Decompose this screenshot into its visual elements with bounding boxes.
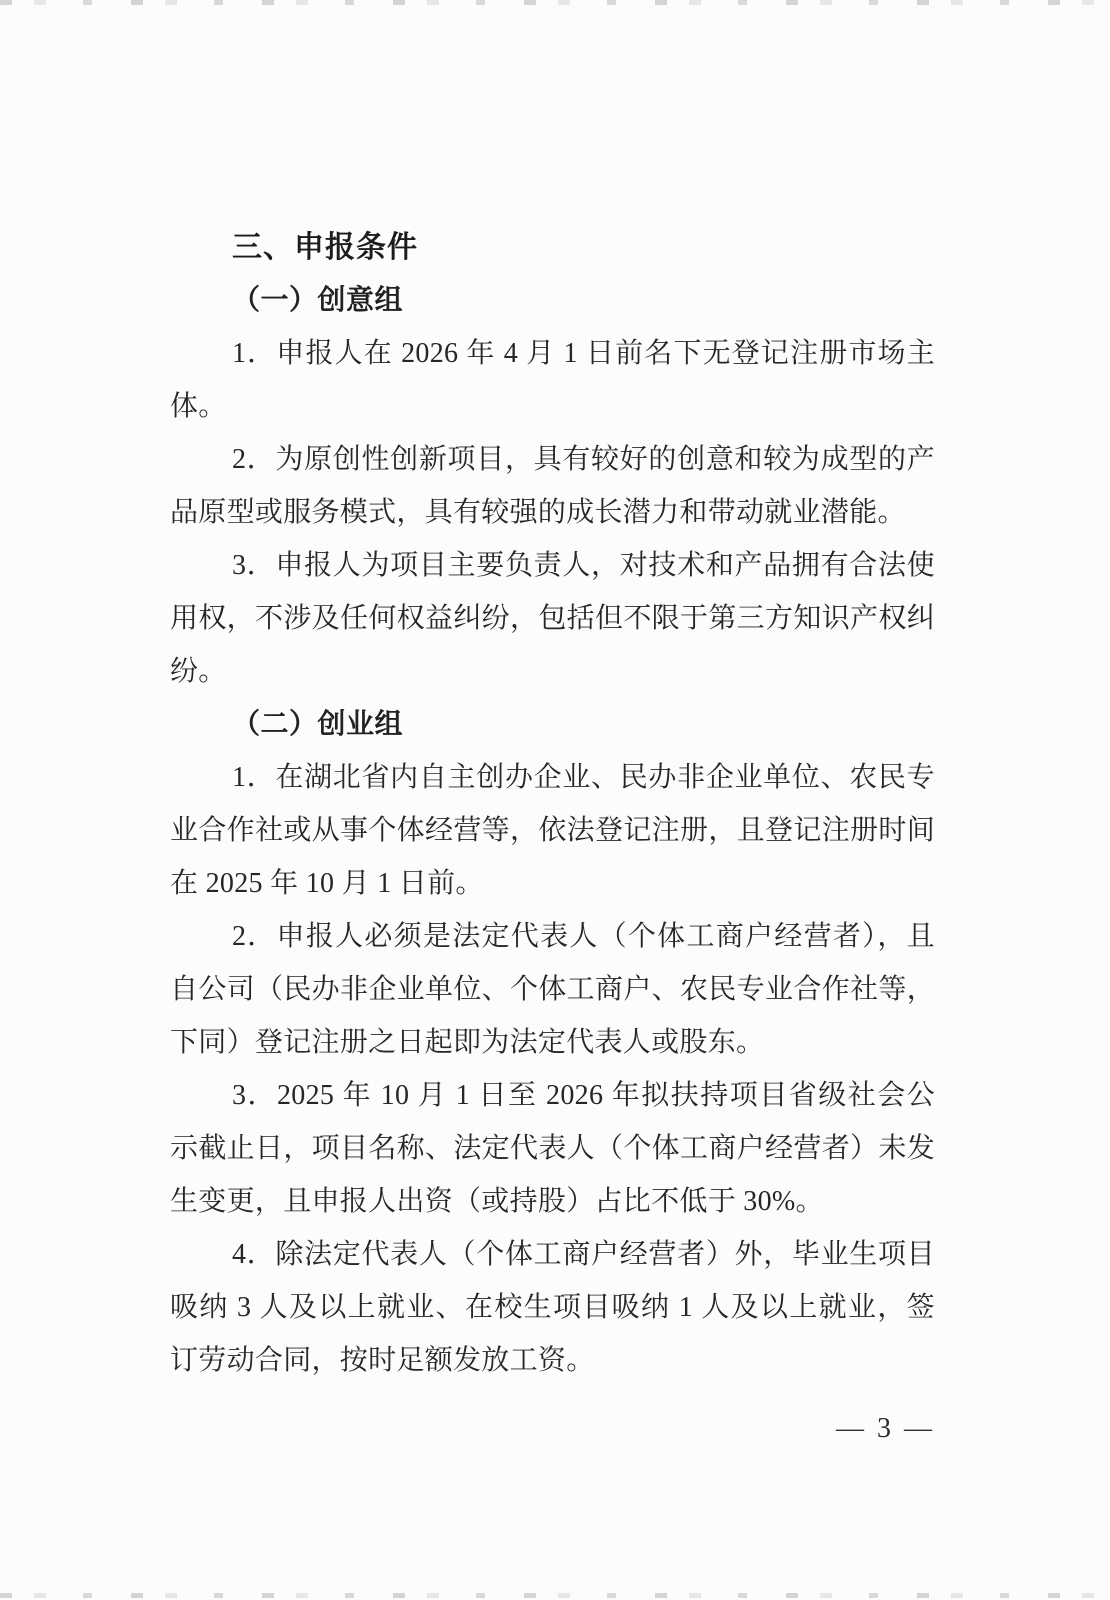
document-content — [170, 221, 935, 1387]
section-heading: 三、申报条件 — [232, 231, 418, 264]
page-number: — 3 — — [836, 1413, 935, 1444]
startup-group-item-2: 2．申报人必须是法定代表人（个体工商户经营者），且自公司（民办非企业单位、个体工商户、农民专业合作社等，下同）登记注册之日起即为法定代表人或股东。 — [170, 921, 935, 1058]
creative-group-item-1: 1．申报人在 2026 年 4 月 1 日前名下无登记注册市场主体。 — [170, 338, 935, 422]
startup-group-item-1: 1．在湖北省内自主创办企业、民办非企业单位、农民专业合作社或从事个体经营等，依法登记注册，且登记注册时间在 2025 年 10 月 1 日前。 — [170, 762, 935, 899]
creative-group-item-2: 2．为原创性创新项目，具有较好的创意和较为成型的产品原型或服务模式，具有较强的成长潜力和带动就业潜能。 — [170, 444, 935, 528]
creative-group-item-3: 3．申报人为项目主要负责人，对技术和产品拥有合法使用权，不涉及任何权益纠纷，包括但不限于第三方知识产权纠纷。 — [170, 550, 935, 687]
startup-group-item-3: 3．2025 年 10 月 1 日至 2026 年拟扶持项目省级社会公示截止日，项目名称、法定代表人（个体工商户经营者）未发生变更，且申报人出资（或持股）占比不低于 30%。 — [170, 1080, 935, 1217]
subsection-title-creative-group: （一）创意组 — [232, 285, 404, 316]
subsection-title-startup-group: （二）创业组 — [232, 709, 404, 740]
scan-noise-top — [0, 0, 1110, 5]
scan-noise-bottom — [0, 1593, 1110, 1598]
startup-group-item-4: 4．除法定代表人（个体工商户经营者）外，毕业生项目吸纳 3 人及以上就业、在校生项目吸纳 1 人及以上就业，签订劳动合同，按时足额发放工资。 — [170, 1239, 935, 1376]
